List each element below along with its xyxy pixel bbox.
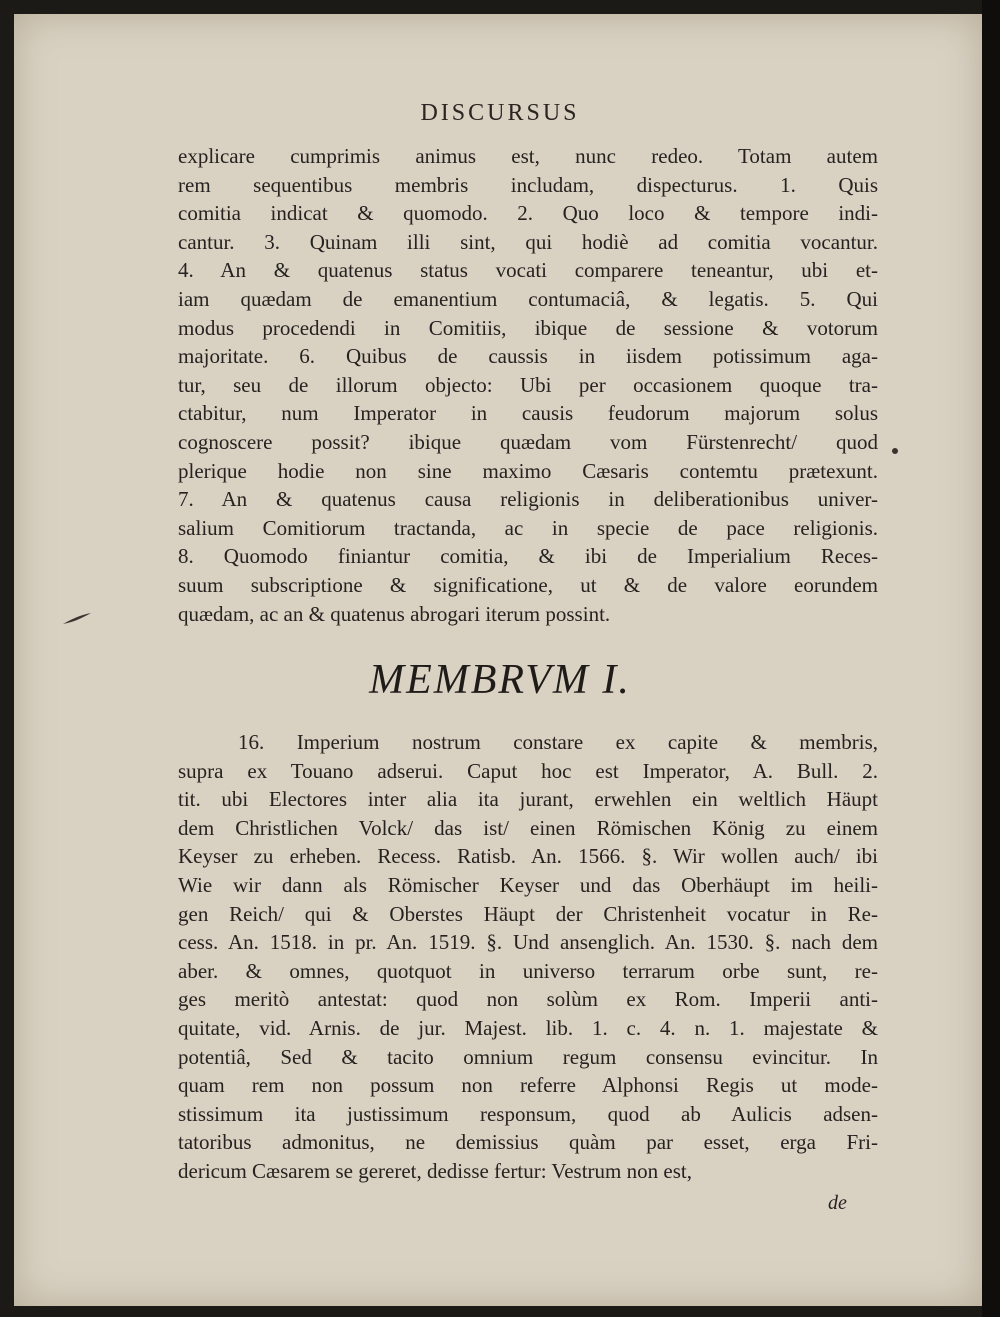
text-line: cantur. 3. Quinam illi sint, qui hodiè ad comitia vocantur. — [178, 229, 878, 254]
text-line: Wie wir dann als Römischer Keyser und das Oberhäupt im heili- — [178, 872, 878, 897]
ink-mark-icon — [62, 612, 92, 626]
text-line: 4. An & quatenus status vocati comparere teneantur, ubi et- — [178, 258, 878, 283]
text-block-member-one — [178, 728, 878, 1186]
text-line: majoritate. 6. Quibus de caussis in iisdem potissimum aga- — [178, 344, 878, 369]
text-line: aber. & omnes, quotquot in universo terrarum orbe sunt, re- — [178, 958, 878, 983]
text-line: stissimum ita justissimum responsum, quod ab Aulicis adsen- — [178, 1101, 878, 1126]
section-heading: MEMBRVM I. — [369, 657, 631, 703]
text-line: modus procedendi in Comitiis, ibique de sessione & votorum — [178, 315, 878, 340]
text-line: dem Christlichen Volck/ das ist/ einen Römischen König zu einem — [178, 815, 878, 840]
text-line: potentiâ, Sed & tacito omnium regum consensu evincitur. In — [178, 1044, 878, 1069]
text-line: tit. ubi Electores inter alia ita jurant, erwehlen ein weltlich Häupt — [178, 787, 878, 812]
text-line: salium Comitiorum tractanda, ac in specie de pace religionis. — [178, 515, 878, 540]
running-head: DISCURSUS — [420, 100, 580, 126]
text-line: 8. Quomodo finiantur comitia, & ibi de Imperialium Reces- — [178, 544, 878, 569]
text-line: cognoscere possit? ibique quædam vom Fürstenrecht/ quod — [178, 429, 878, 454]
text-line: quam rem non possum non referre Alphonsi Regis ut mode- — [178, 1073, 878, 1098]
text-line: iam quædam de emanentium contumaciâ, & legatis. 5. Qui — [178, 286, 878, 311]
text-line: dericum Cæsarem se gereret, dedisse fertur: Vestrum non est, — [178, 1158, 692, 1183]
text-line: explicare cumprimis animus est, nunc redeo. Totam autem — [178, 144, 878, 168]
text-line: tur, seu de illorum objecto: Ubi per occasionem quoque tra- — [178, 372, 878, 397]
text-line: plerique hodie non sine maximo Cæsaris contemtu prætexunt. — [178, 458, 878, 483]
text-block-intro — [178, 142, 878, 628]
text-line: quitate, vid. Arnis. de jur. Majest. lib. 1. c. 4. n. 1. majestate & — [178, 1015, 878, 1040]
text-line: comitia indicat & quomodo. 2. Quo loco & tempore indi- — [178, 201, 878, 226]
text-line: ctabitur, num Imperator in causis feudorum majorum solus — [178, 401, 878, 426]
text-line: tatoribus admonitus, ne demissius quàm par esset, erga Fri- — [178, 1130, 878, 1155]
text-line: ges meritò antestat: quod non solùm ex Rom. Imperii anti- — [178, 987, 878, 1012]
text-line: Keyser zu erheben. Recess. Ratisb. An. 1566. §. Wir wollen auch/ ibi — [178, 844, 878, 869]
text-line: gen Reich/ qui & Oberstes Häupt der Christenheit vocatur in Re- — [178, 901, 878, 926]
text-line: quædam, ac an & quatenus abrogari iterum possint. — [178, 601, 611, 626]
text-line: suum subscriptione & significatione, ut & de valore eorundem — [178, 572, 878, 597]
catchword: de — [828, 1192, 847, 1214]
ink-dot-icon — [892, 448, 898, 454]
text-line: 7. An & quatenus causa religionis in deliberationibus univer- — [178, 487, 878, 512]
text-line: cess. An. 1518. in pr. An. 1519. §. Und ansenglich. An. 1530. §. nach dem — [178, 930, 878, 955]
text-line: supra ex Touano adserui. Caput hoc est Imperator, A. Bull. 2. — [178, 758, 878, 783]
text-line: rem sequentibus membris includam, dispecturus. 1. Quis — [178, 172, 878, 197]
text-line: 16. Imperium nostrum constare ex capite & membris, — [238, 730, 878, 754]
